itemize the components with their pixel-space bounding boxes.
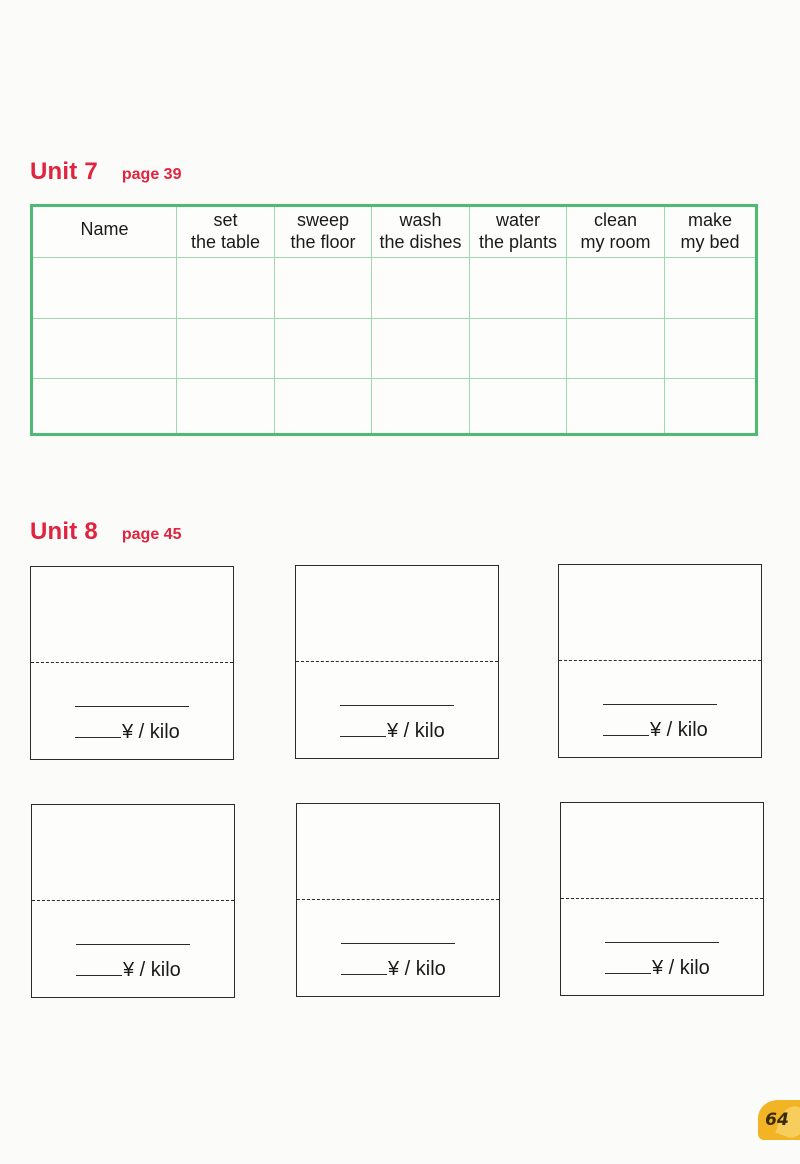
price-blank[interactable] (603, 717, 649, 736)
column-header-make-my-bed (665, 207, 755, 258)
price-unit-label: ¥ / kilo (123, 959, 181, 981)
table-cell[interactable] (470, 379, 567, 433)
column-header-line: water (495, 210, 540, 230)
fold-line (559, 660, 761, 661)
unit-8-title: Unit 8 (30, 518, 98, 545)
table-cell[interactable] (372, 258, 470, 319)
column-header-wash-the-dishes (372, 207, 470, 258)
column-header-set-the-table (177, 207, 275, 258)
column-header-line: the plants (478, 232, 558, 252)
item-name-blank[interactable] (76, 944, 190, 945)
chores-table (30, 204, 758, 436)
item-name-blank[interactable] (603, 704, 717, 705)
item-name-blank[interactable] (75, 706, 189, 707)
column-header-line: wash (399, 210, 442, 230)
fold-line (297, 899, 499, 900)
price-blank[interactable] (605, 955, 651, 974)
column-header-line: the dishes (379, 232, 462, 252)
table-cell[interactable] (33, 379, 177, 433)
page-number-tab (758, 1100, 800, 1140)
price-row (341, 956, 446, 981)
table-cell[interactable] (665, 258, 755, 319)
column-header-line: set (213, 210, 238, 230)
price-unit-label: ¥ / kilo (650, 719, 708, 741)
column-header-line: make (687, 210, 732, 230)
fold-line (296, 661, 498, 662)
table-cell[interactable] (567, 379, 665, 433)
table-cell[interactable] (567, 258, 665, 319)
price-card (295, 565, 499, 759)
table-cell[interactable] (470, 258, 567, 319)
column-header-water-the-plants (470, 207, 567, 258)
price-row (76, 957, 181, 982)
price-card (30, 566, 234, 760)
unit-7-page-ref: page 39 (121, 166, 182, 183)
price-blank[interactable] (341, 956, 387, 975)
unit-8-heading (30, 518, 181, 546)
column-header-name (33, 207, 177, 258)
column-header-line: my room (580, 232, 651, 252)
column-header-clean-my-room (567, 207, 665, 258)
price-row (605, 955, 710, 980)
table-cell[interactable] (177, 379, 275, 433)
table-cell[interactable] (275, 379, 372, 433)
price-unit-label: ¥ / kilo (387, 720, 445, 742)
table-cell[interactable] (177, 258, 275, 319)
item-name-blank[interactable] (340, 705, 454, 706)
table-cell[interactable] (470, 319, 567, 379)
price-unit-label: ¥ / kilo (388, 958, 446, 980)
table-cell[interactable] (177, 319, 275, 379)
column-header-line: the table (190, 232, 261, 252)
price-blank[interactable] (340, 718, 386, 737)
price-card (560, 802, 764, 996)
table-cell[interactable] (33, 258, 177, 319)
column-header-line: clean (593, 210, 637, 230)
column-header-line: my bed (680, 232, 740, 252)
column-header-line: sweep (296, 210, 349, 230)
column-header-line: the floor (290, 232, 356, 252)
unit-7-title: Unit 7 (30, 158, 98, 185)
table-cell[interactable] (33, 319, 177, 379)
price-row (75, 719, 180, 744)
column-header-line: Name (80, 219, 129, 239)
table-cell[interactable] (275, 258, 372, 319)
unit-7-heading (30, 158, 181, 186)
price-unit-label: ¥ / kilo (652, 957, 710, 979)
price-row (603, 717, 708, 742)
price-card (296, 803, 500, 997)
table-cell[interactable] (275, 319, 372, 379)
unit-8-page-ref: page 45 (121, 526, 182, 543)
page-number: 64 (765, 1110, 789, 1130)
price-card (558, 564, 762, 758)
fold-line (32, 900, 234, 901)
price-blank[interactable] (75, 719, 121, 738)
price-unit-label: ¥ / kilo (122, 721, 180, 743)
table-cell[interactable] (567, 319, 665, 379)
table-cell[interactable] (665, 379, 755, 433)
price-row (340, 718, 445, 743)
table-cell[interactable] (665, 319, 755, 379)
item-name-blank[interactable] (605, 942, 719, 943)
table-cell[interactable] (372, 319, 470, 379)
price-card (31, 804, 235, 998)
column-header-sweep-the-floor (275, 207, 372, 258)
item-name-blank[interactable] (341, 943, 455, 944)
fold-line (31, 662, 233, 663)
table-cell[interactable] (372, 379, 470, 433)
price-blank[interactable] (76, 957, 122, 976)
fold-line (561, 898, 763, 899)
